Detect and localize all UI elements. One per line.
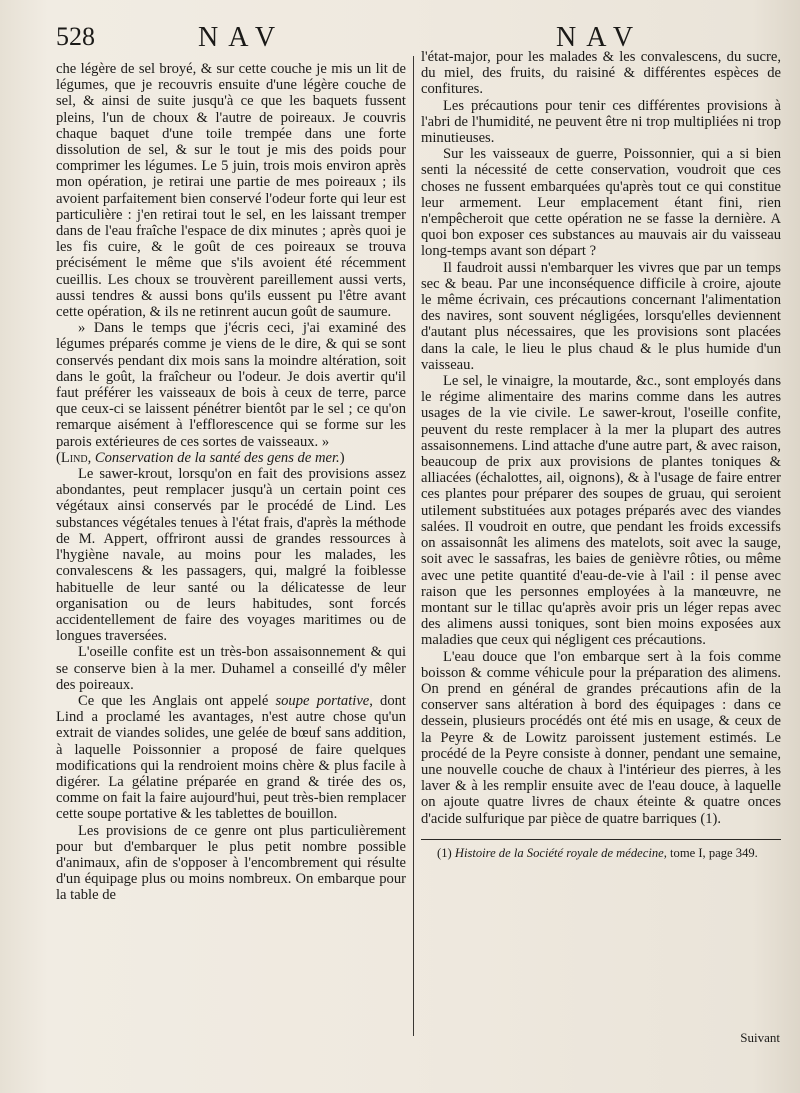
- citation: [56, 450, 406, 466]
- paragraph: Il faudroit aussi n'embarquer les vivres que par un temps sec & beau. Par une inconséquence difficile à croire, ajoute le même écrivain, ces précautions concernant l'alimentation des navires, sont souvent négligées, lorsqu'elles deviennent d'autant plus nécessaires, que les provisions sont placées dans la cale, le lieu le plus chaud & le plus humide d'un vaisseau.: [421, 259, 781, 373]
- footnote-rest: , tome I, page 349.: [663, 845, 758, 860]
- running-head-left: NAV: [198, 22, 286, 53]
- running-head-right: NAV: [556, 22, 644, 53]
- right-column: [421, 49, 781, 1059]
- paragraph: » Dans le temps que j'écris ceci, j'ai examiné des légumes préparés comme je viens de le dire, & qui se sont conservés pendant dix mois sans la moindre altération, soit dans le goût, la fraîcheur ou l'odeur. Je dois avertir qu'il faut préférer les vaisseaux de bois à ceux de terre, parce que ceux-ci se laissent pénétrer bientôt par le sel ; ce qu'on remarque aisément à l'efflorescence qui se forme sur les parois extérieures de ces sortes de vaisseaux. »: [56, 320, 406, 450]
- citation-separator: ,: [87, 449, 95, 466]
- paragraph: l'état-major, pour les malades & les convalescens, du sucre, du miel, des fruits, du raisiné & différentes espèces de confitures.: [421, 49, 781, 98]
- citation-author: Lind: [60, 449, 88, 466]
- footnote-mark: (1): [437, 845, 455, 860]
- citation-close: ): [339, 449, 345, 466]
- page-number: 528: [56, 22, 95, 51]
- footnote: [421, 846, 781, 860]
- footnote-title: Histoire de la Société royale de médecine: [454, 845, 664, 860]
- catchword: Suivant: [740, 1030, 780, 1045]
- paragraph: Le sawer-krout, lorsqu'on en fait des provisions assez abondantes, peut remplacer jusqu'à un certain point ces végétaux ainsi conservés par le procédé de Lind. Les substances végétales tenues à l'état frais, d'après la méthode de M. Appert, offriront aussi de grandes ressources à l'hygiène navale, au moins pour les malades, les convalescens & les passagers, qui, malgré la foiblesse habituelle de leur santé ou la délicatesse de leur organisation ou de leurs habitudes, sont forcés accidentellement de faire des voyages maritimes ou de longues traversées.: [56, 466, 406, 645]
- citation-title: Conservation de la santé des gens de mer.: [94, 449, 340, 466]
- paragraph: Les précautions pour tenir ces différentes provisions à l'abri de l'humidité, ne peuvent être ni trop multipliées ni trop minutieuses.: [421, 97, 781, 147]
- paragraph: Les provisions de ce genre ont plus particulièrement pour but d'embarquer le plus petit nombre possible d'animaux, afin de s'opposer à l'encombrement qui résulte d'un équipage plus ou moins nombreux. On embarque pour la table de: [56, 822, 406, 904]
- footnote-rule: [421, 839, 781, 840]
- text-run: Ce que les Anglais ont appelé: [78, 692, 276, 709]
- italic-term: soupe portative: [275, 692, 370, 709]
- citation-open: (: [56, 449, 61, 466]
- paragraph: L'eau douce que l'on embarque sert à la fois comme boisson & comme véhicule pour la préparation des alimens. On prend en général de grandes précautions afin de la conserver sans altération à bord des équipages : dans ce dessein, plusieurs procédés ont été mis en usage, & ceux de la Peyre & de Lowitz paroissent justement estimés. Le procédé de la Peyre consiste à donner, pendant une semaine, une nouvelle couche de chaux à l'intérieur des pierres, à les laver & à les remplir ensuite avec de l'eau douce, à laquelle on ajoute quatre livres de chaux éteinte & quatre onces d'acide sulfurique par pièce de quatre barriques (1).: [421, 648, 781, 827]
- paragraph: Le sel, le vinaigre, la moutarde, &c., sont employés dans le régime alimentaire des marins comme dans les autres usages de la vie civile. Le sawer-krout, l'oseille confite, peuvent du reste remplacer à la mer la plupart des autres assaisonnemens. Lind attache d'une autre part, & avec raison, beaucoup de prix aux provisions de plantes toniques & alliacées (échalottes, ail, oignons), & à l'usage de faire entrer ces plantes pour préparer des soupes de gruau, qui seroient utilement substituées aux potages préparés avec des viandes salées. Il voudroit en outre, que pendant les froids excessifs on assaisonnât les alimens des matelots, soit avec la sauge, soit avec le sassafras, les baies de genièvre rôties, ou même avec une petite quantité d'eau-de-vie à l'ail : il pense avec raison que les personnes employées à la manœuvre, ne montant sur le tillac qu'après avoir pris un léger repas avec des alimens aussi toniques, sont bien moins exposées aux maladies que ceux qui négligent ces précautions.: [421, 373, 781, 649]
- text-run: , dont Lind a proclamé les avantages, n'est autre chose qu'un extrait de viandes solides, une gelée de bœuf sans addition, à laquelle Poissonnier a proposé de faire quelques modifications qui la rendroient moins chère & plus facile à digérer. La gélatine préparée en grand & tirée des os, comme on fait la faire aujourd'hui, peut très-bien remplacer cette soupe portative & les tablettes de bouillon.: [56, 692, 406, 823]
- paragraph: L'oseille confite est un très-bon assaisonnement & qui se conserve bien à la mer. Duhamel a conseillé d'y mêler des poireaux.: [56, 644, 406, 693]
- left-column: [56, 61, 406, 1061]
- paragraph: che légère de sel broyé, & sur cette couche je mis un lit de légumes, que je recouvris ensuite d'une légère couche de sel, & ainsi de suite jusqu'à ce que les baquets fussent pleins, l'un de choux & l'autre de poireaux. Je couvris chaque baquet d'une toile trempée dans une forte dissolution de sel, & sur le tout je mis des poids pour comprimer les légumes. Le 5 juin, trois mois environ après mon opération, je retirai une partie de mes poireaux ; ils avoient parfaitement bien conservé l'odeur forte qui leur est particulière : j'en retirai tout le sel, en les laissant tremper dans de l'eau fraîche l'espace de dix minutes ; après quoi je les fis cuire, & le goût de ces poireaux se trouva précisément le même que s'ils avoient été récemment cueillis. Les choux se trouvèrent pareillement aussi verts, aussi tendres & aussi bons qu'ils eussent pu l'être avant cette opération, & ils ne retinrent aucun goût de saumure.: [56, 61, 406, 321]
- paragraph: [56, 693, 406, 823]
- paragraph: Sur les vaisseaux de guerre, Poissonnier, qui a si bien senti la nécessité de cette conservation, voudroit que ces choses ne fussent embarquées qu'après tout ce qui constitue leur armement. Leur emplacement étant fini, rien n'empêcheroit que cette opération ne se fasse la dernière. A quoi bon exposer ces substances au mauvais air du vaisseau long-temps avant son départ ?: [421, 146, 781, 260]
- column-divider: [413, 56, 414, 1036]
